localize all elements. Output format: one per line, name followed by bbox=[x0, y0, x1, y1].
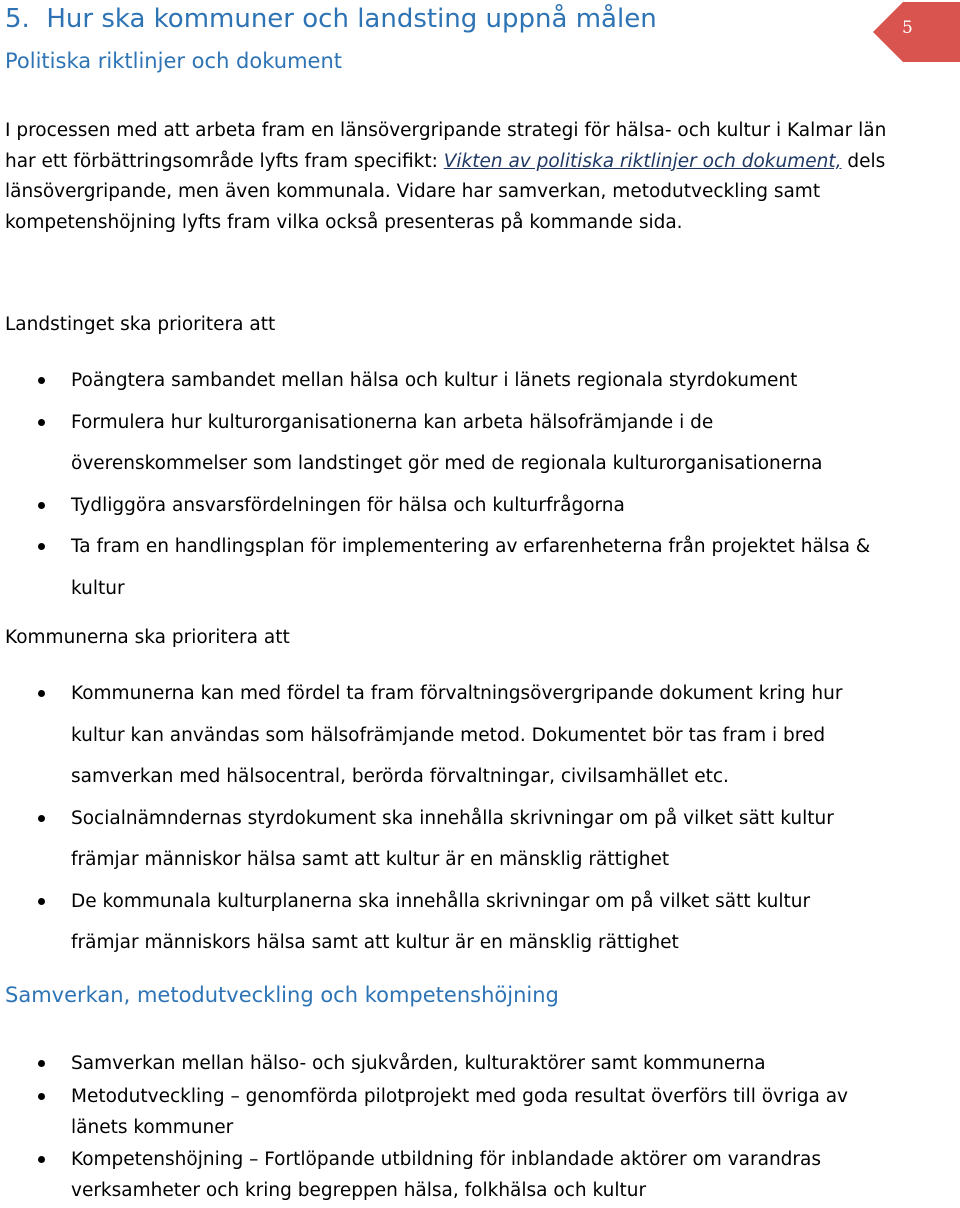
page-number-badge bbox=[873, 0, 960, 64]
list-item: Formulera hur kulturorganisationerna kan arbeta hälsofrämjande i de överenskommelser som landstinget gör med de regionala kulturorganisationerna bbox=[0, 402, 871, 485]
list-item: De kommunala kulturplanerna ska innehålla skrivningar om på vilket sätt kultur främjar människors hälsa samt att kultur är en mänsklig rättighet bbox=[0, 881, 871, 964]
bullet-icon bbox=[38, 543, 45, 550]
kommuner-heading: Kommunerna ska prioritera att bbox=[5, 627, 290, 648]
bullet-icon bbox=[38, 1060, 45, 1067]
bullet-icon bbox=[38, 690, 45, 697]
list-item: Tydliggöra ansvarsfördelningen för hälsa och kulturfrågorna bbox=[0, 485, 871, 527]
list-item: Kommunerna kan med fördel ta fram förvaltningsövergripande dokument kring hur kultur kan användas som hälsofrämjande metod. Dokumentet bör tas fram i bred samverkan med hälsocentral, berörda förvaltningar, civilsamhället etc. bbox=[0, 673, 871, 798]
samverkan-list bbox=[0, 1048, 960, 1208]
list-item: Kompetenshöjning – Fortlöpande utbildning för inblandade aktörer om varandras verksamheter och kring begreppen hälsa, folkhälsa och kultur bbox=[0, 1144, 871, 1206]
intro-text-start: I processen med att arbeta fram en länsövergripande strategi för hälsa- och kultur i Kalmar län har ett förbättringsområde lyfts fram specifikt: bbox=[5, 120, 887, 172]
bullet-icon bbox=[38, 898, 45, 905]
bullet-icon bbox=[38, 377, 45, 384]
list-item: Poängtera sambandet mellan hälsa och kultur i länets regionala styrdokument bbox=[0, 360, 871, 402]
samverkan-heading: Samverkan, metodutveckling och kompetenshöjning bbox=[5, 983, 559, 1007]
list-item: Metodutveckling – genomförda pilotprojekt med goda resultat överförs till övriga av länets kommuner bbox=[0, 1081, 871, 1143]
list-item: Samverkan mellan hälso- och sjukvården, kulturaktörer samt kommunerna bbox=[0, 1048, 871, 1079]
bullet-icon bbox=[38, 1093, 45, 1100]
intro-text-end: dels länsövergripande, men även kommunala. Vidare har samverkan, metodutveckling samt kompetenshöjning lyfts fram vilka också presenteras på kommande sida. bbox=[5, 150, 886, 233]
page-number: 5 bbox=[902, 18, 913, 38]
bullet-icon bbox=[38, 419, 45, 426]
intro-paragraph bbox=[5, 116, 905, 238]
badge-arrow-shape bbox=[873, 2, 960, 62]
page-subheading: Politiska riktlinjer och dokument bbox=[5, 49, 342, 73]
landsting-heading: Landstinget ska prioritera att bbox=[5, 314, 276, 335]
list-item: Socialnämndernas styrdokument ska innehålla skrivningar om på vilket sätt kultur främjar människor hälsa samt att kultur är en mänsklig rättighet bbox=[0, 798, 871, 881]
bullet-icon bbox=[38, 1156, 45, 1163]
intro-link-text[interactable]: Vikten av politiska riktlinjer och dokument, bbox=[443, 150, 842, 172]
landsting-list bbox=[0, 360, 960, 609]
bullet-icon bbox=[38, 502, 45, 509]
kommuner-list bbox=[0, 673, 960, 964]
page-heading: 5. Hur ska kommuner och landsting uppnå målen bbox=[5, 4, 657, 34]
list-item: Ta fram en handlingsplan för implementering av erfarenheterna från projektet hälsa & kultur bbox=[0, 526, 871, 609]
bullet-icon bbox=[38, 815, 45, 822]
